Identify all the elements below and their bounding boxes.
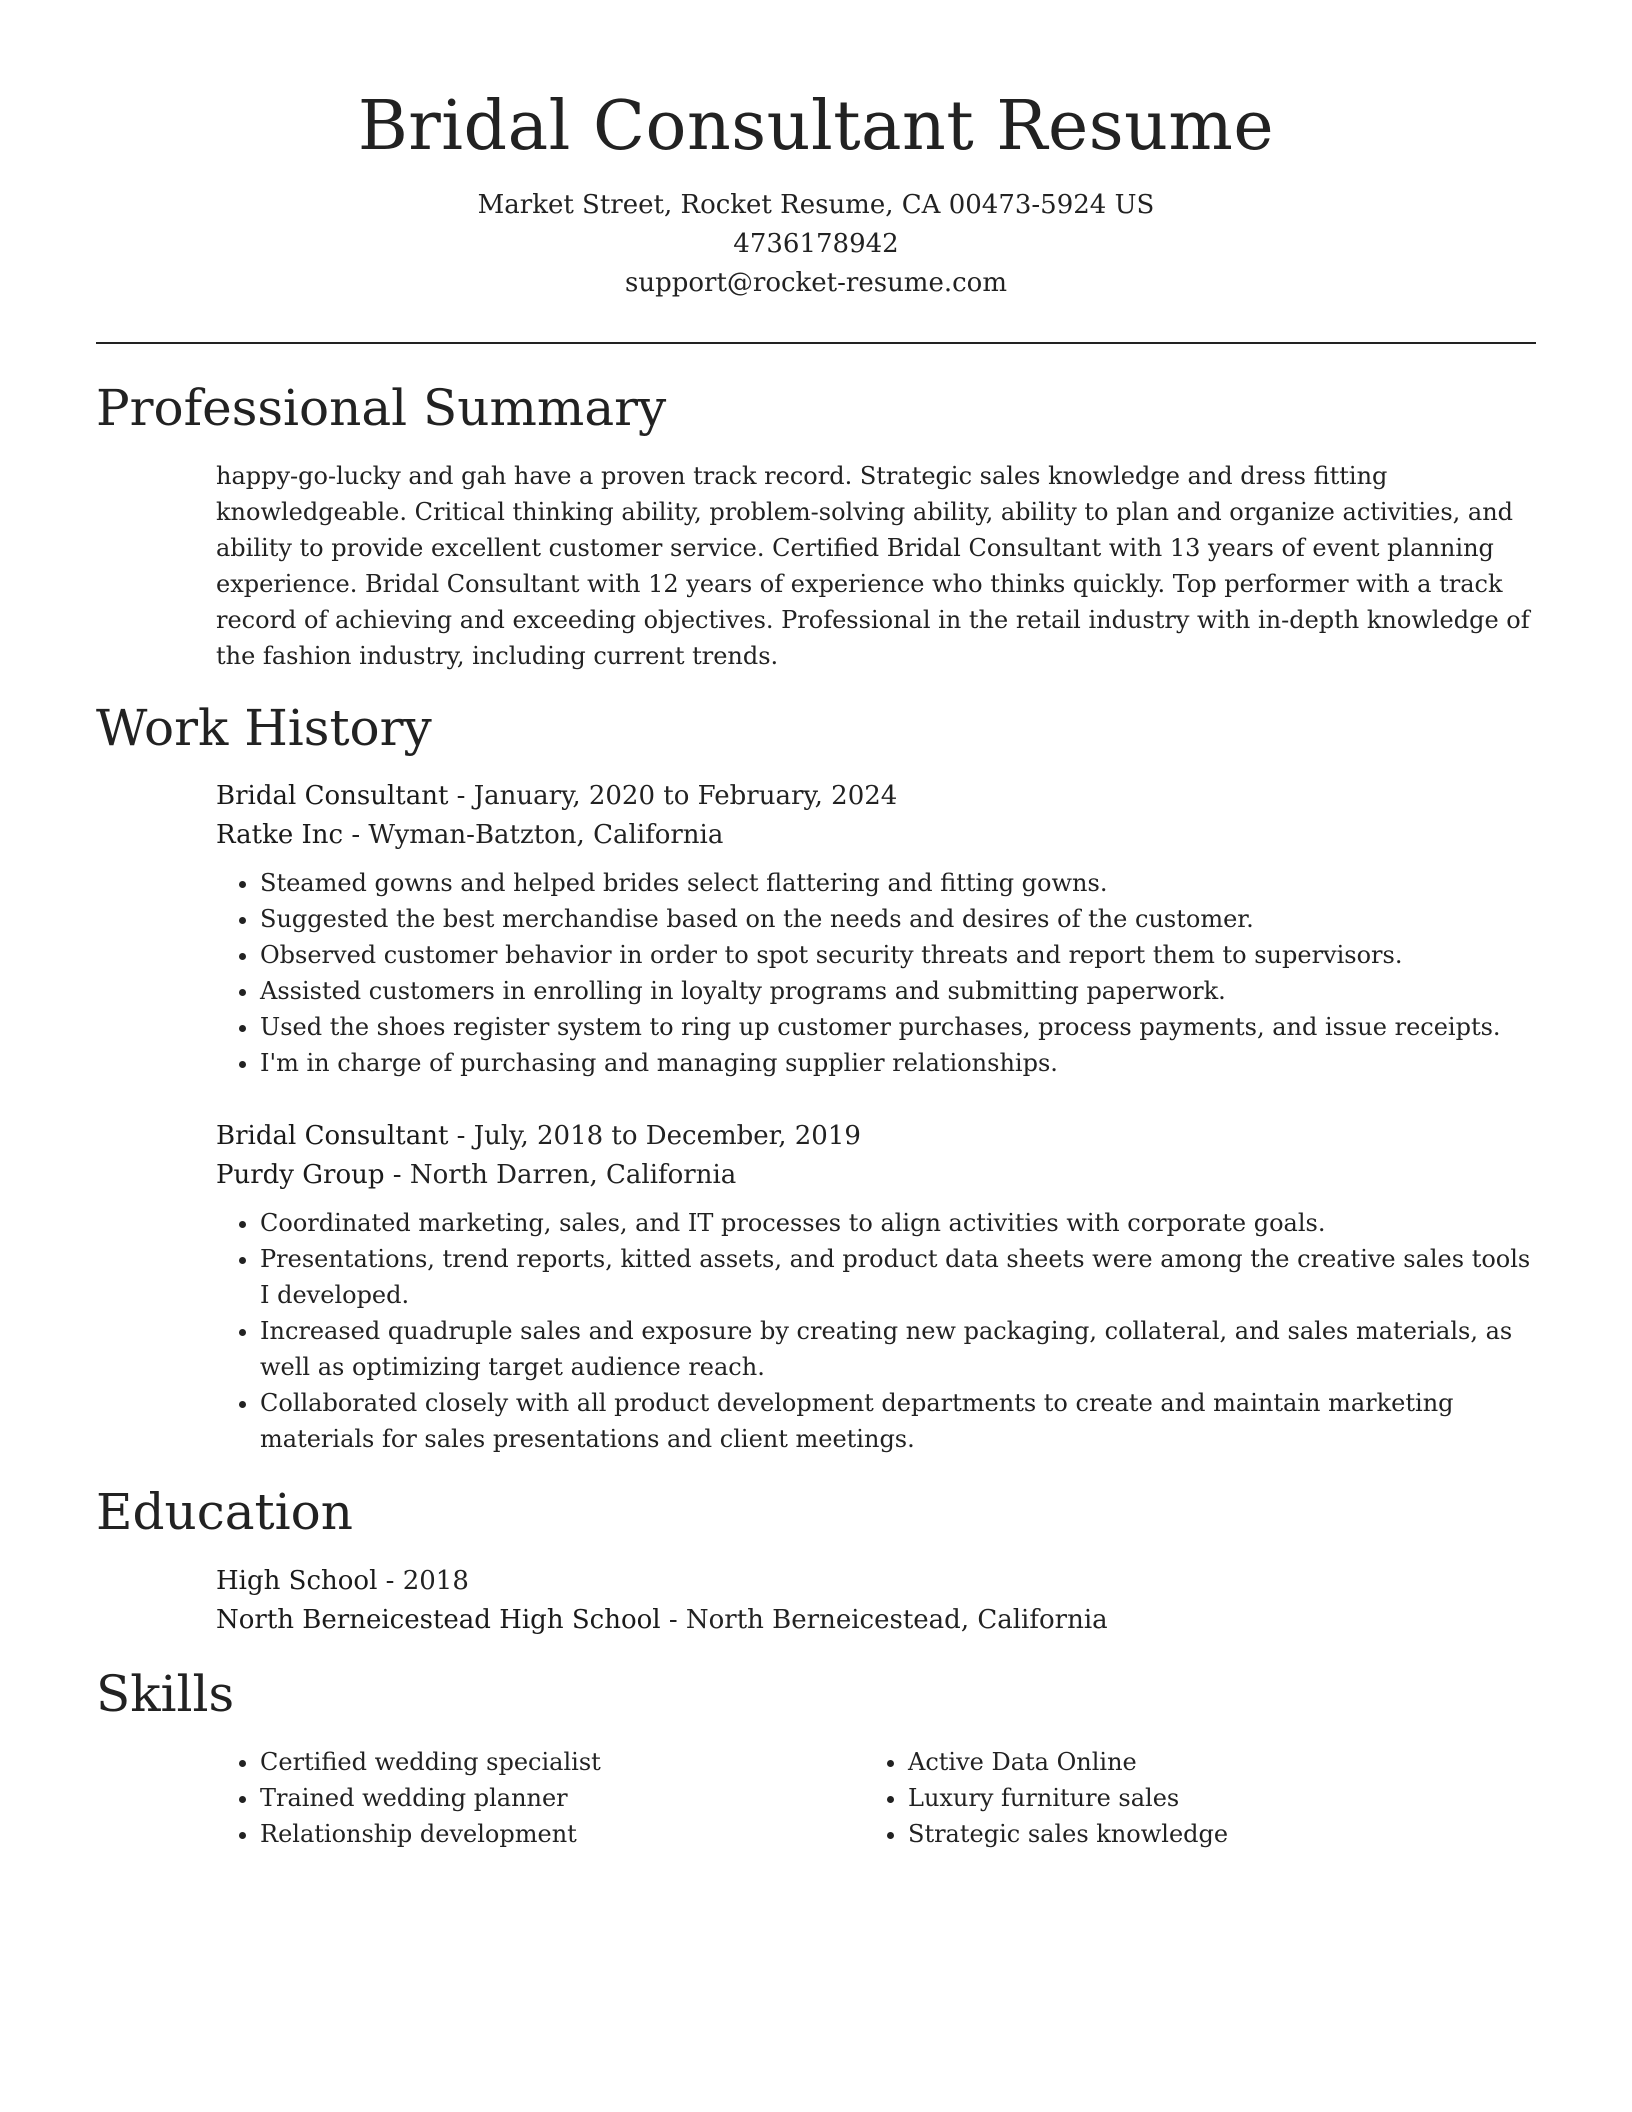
education-heading: Education [96, 1483, 353, 1541]
skills-list [864, 1744, 1464, 1852]
job-duty: • Assisted customers in enrolling in loyalty programs and submitting paperwork. [260, 973, 1536, 1009]
school-name: North Berneicestead High School [216, 1605, 661, 1635]
school-line [216, 1601, 1536, 1640]
summary-section [216, 458, 1536, 674]
degree: High School [216, 1566, 378, 1596]
education-entry [216, 1562, 1536, 1640]
contact-info [96, 186, 1536, 303]
graduation-year: - 2018 [377, 1566, 469, 1596]
job-title: Bridal Consultant [216, 781, 449, 811]
resume-title: Bridal Consultant Resume [357, 87, 1275, 166]
job-entry [216, 777, 1536, 1081]
job-title: Bridal Consultant [216, 1121, 449, 1151]
skill-item: • Certified wedding specialist [260, 1744, 816, 1780]
job-duty: • Coordinated marketing, sales, and IT processes to align activities with corporate goals. [260, 1205, 1536, 1241]
skills-heading: Skills [96, 1665, 235, 1723]
job-location: - Wyman-Batzton, California [343, 820, 724, 850]
job-title-line [216, 777, 1536, 816]
job-duty: • Used the shoes register system to ring up customer purchases, process payments, and issue receipts. [260, 1009, 1536, 1045]
summary-text: happy-go-lucky and gah have a proven track record. Strategic sales knowledge and dress fitting knowledgeable. Critical thinking ability, problem-solving ability, ability to plan and organize activities, and ability to provide excellent customer service. Certified Bridal Consultant with 13 years of event planning experience. Bridal Consultant with 12 years of experience who thinks quickly. Top performer with a track record of achieving and exceeding objectives. Professional in the retail industry with in-depth knowledge of the fashion industry, including current trends. [216, 462, 1530, 670]
skills-list [216, 1744, 816, 1852]
contact-email: support@rocket-resume.com [624, 268, 1007, 298]
skill-item: • Active Data Online [908, 1744, 1464, 1780]
skills-column-left [216, 1744, 816, 1852]
summary-heading: Professional Summary [96, 379, 667, 437]
work-history-heading: Work History [96, 699, 432, 757]
skill-item: • Relationship development [260, 1816, 816, 1852]
skill-item: • Trained wedding planner [260, 1780, 816, 1816]
job-duty: • Increased quadruple sales and exposure by creating new packaging, collateral, and sales materials, as well as optimizing target audience reach. [260, 1313, 1536, 1385]
job-duty: • Collaborated closely with all product development departments to create and maintain marketing materials for sales presentations and client meetings. [260, 1385, 1536, 1457]
job-company: Ratke Inc [216, 820, 344, 850]
school-location: - North Berneicestead, California [660, 1605, 1108, 1635]
job-dates: - July, 2018 to December, 2019 [448, 1121, 861, 1151]
job-duty: • Presentations, trend reports, kitted assets, and product data sheets were among the creative sales tools I developed. [260, 1241, 1536, 1313]
job-duty: • Observed customer behavior in order to spot security threats and report them to supervisors. [260, 937, 1536, 973]
job-duty: • Suggested the best merchandise based on the needs and desires of the customer. [260, 901, 1536, 937]
job-duty: • Steamed gowns and helped brides select flattering and fitting gowns. [260, 865, 1536, 901]
job-location: - North Darren, California [384, 1160, 737, 1190]
job-dates: - January, 2020 to February, 2024 [448, 781, 898, 811]
job-duties-list [216, 1205, 1536, 1457]
degree-line [216, 1562, 1536, 1601]
skill-item: • Strategic sales knowledge [908, 1816, 1464, 1852]
header-divider [96, 342, 1536, 344]
job-duties-list [216, 865, 1536, 1081]
skill-item: • Luxury furniture sales [908, 1780, 1464, 1816]
contact-phone: 4736178942 [733, 229, 899, 259]
contact-address: Market Street, Rocket Resume, CA 00473-5924 US [477, 190, 1155, 220]
job-entry [216, 1117, 1536, 1457]
resume-header [96, 82, 1536, 303]
job-duty: • I'm in charge of purchasing and managing supplier relationships. [260, 1045, 1536, 1081]
job-company-line [216, 816, 1536, 855]
job-company-line [216, 1156, 1536, 1195]
skills-column-right [864, 1744, 1464, 1852]
job-company: Purdy Group [216, 1160, 385, 1190]
job-title-line [216, 1117, 1536, 1156]
